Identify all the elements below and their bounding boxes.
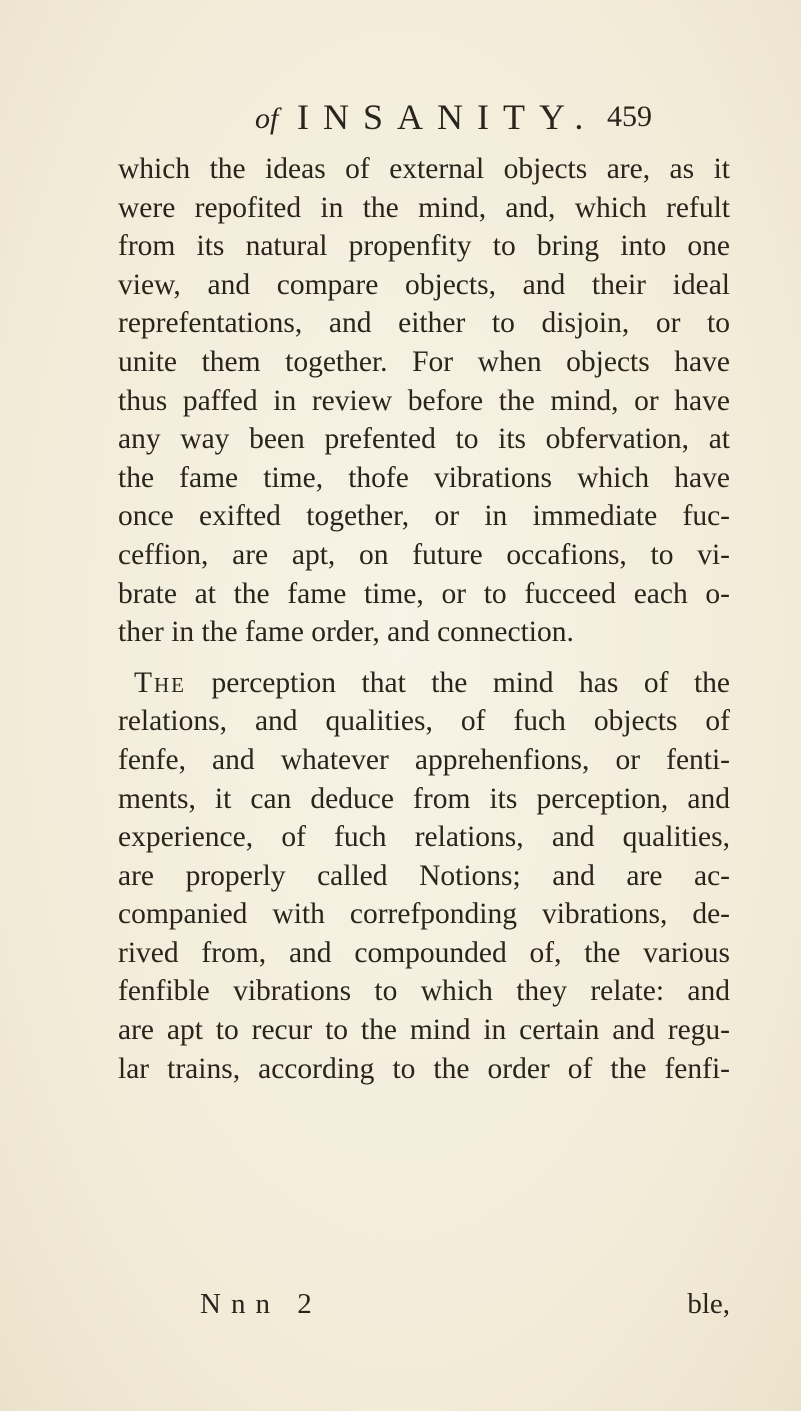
text-line: rived from, and compounded of, the various [118, 936, 730, 969]
paragraph-lead-word: The [134, 666, 187, 699]
text-line: unite them together. For when objects have [118, 345, 730, 378]
text-line: were repofited in the mind, and, which refult [118, 191, 730, 224]
paragraph-1 [118, 150, 730, 652]
running-head [255, 96, 675, 146]
body-text [118, 150, 730, 1088]
page-footer [200, 1288, 730, 1328]
running-head-prefix: of [255, 102, 279, 135]
text-line: experience, of fuch relations, and qualities, [118, 821, 730, 854]
text-line: fenfible vibrations to which they relate: and [118, 975, 730, 1008]
text-line: once exifted together, or in immediate fuc- [118, 500, 730, 533]
page-number: 459 [607, 100, 652, 133]
text-line: lar trains, according to the order of the fenfi- [118, 1052, 730, 1085]
paragraph-gap [118, 652, 730, 664]
catchword: ble, [687, 1288, 730, 1320]
text-line: ceffion, are apt, on future occafions, to vi- [118, 538, 730, 571]
text-line: any way been prefented to its obfervation, at [118, 423, 730, 456]
text-line: are apt to recur to the mind in certain and regu- [118, 1014, 730, 1047]
text-line-opening [118, 664, 730, 703]
text-line: reprefentations, and either to disjoin, or to [118, 307, 730, 340]
text-line: from its natural propenfity to bring into one [118, 230, 730, 263]
text-line: ments, it can deduce from its perception, and [118, 782, 730, 815]
text-line: the fame time, thofe vibrations which have [118, 461, 730, 494]
text-line: which the ideas of external objects are, as it [118, 153, 730, 185]
text-line: companied with correfponding vibrations, de- [118, 898, 730, 931]
running-head-title: INSANITY. [297, 97, 598, 137]
text-line: fenfe, and whatever apprehenfions, or fenti- [118, 743, 730, 776]
text-line: brate at the fame time, or to fucceed each o- [118, 577, 730, 610]
paragraph-2 [118, 664, 730, 1089]
text-line: thus paffed in review before the mind, or have [118, 384, 730, 417]
text-line: ther in the fame order, and connection. [118, 616, 574, 649]
signature-mark: Nnn 2 [200, 1288, 322, 1320]
opening-line-rest: perception that the mind has of the [186, 666, 730, 699]
text-line: view, and compare objects, and their ideal [118, 268, 730, 301]
text-line: relations, and qualities, of fuch objects of [118, 705, 730, 738]
text-line: are properly called Notions; and are ac- [118, 859, 730, 892]
